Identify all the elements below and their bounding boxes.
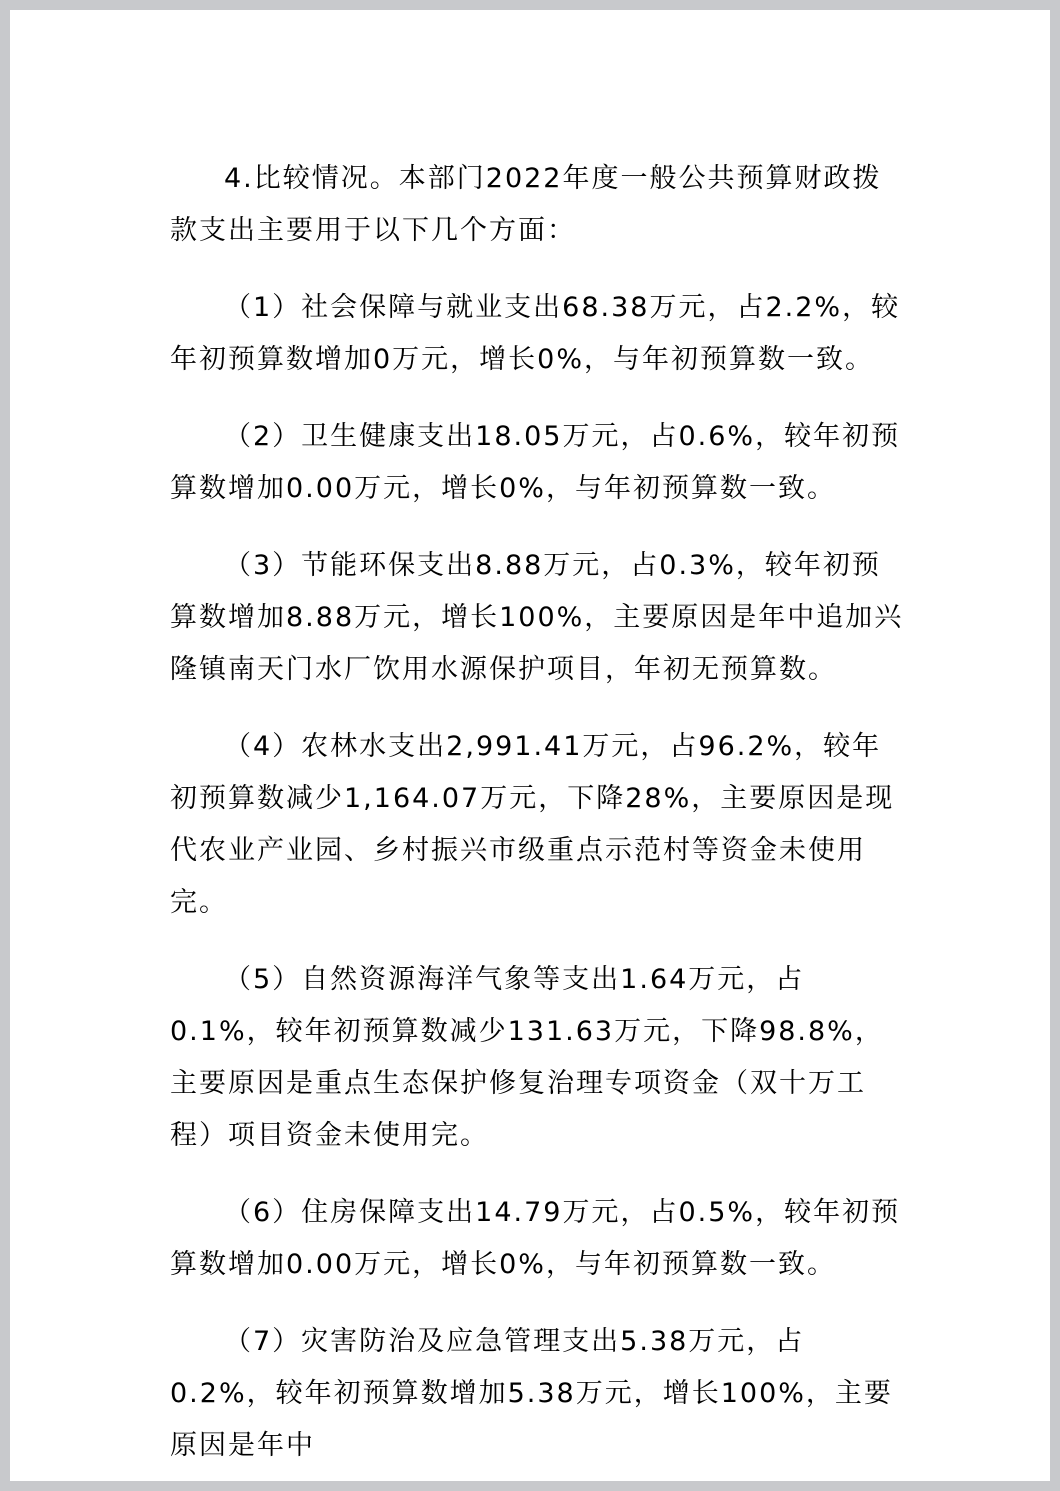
paragraph-agriculture: （4）农林水支出2,991.41万元，占96.2%，较年初预算数减少1,164.07万元，下降28%，主要原因是现代农业产业园、乡村振兴市级重点示范村等资金未使用完。 (170, 731, 895, 918)
document-page (10, 10, 1050, 1481)
paragraph-housing: （6）住房保障支出14.79万元，占0.5%，较年初预算数增加0.00万元，增长0%，与年初预算数一致。 (170, 1197, 901, 1280)
paragraph-social-security: （1）社会保障与就业支出68.38万元，占2.2%，较年初预算数增加0万元，增长0%，与年初预算数一致。 (170, 292, 901, 375)
paragraph-energy-environment: （3）节能环保支出8.88万元，占0.3%，较年初预算数增加8.88万元，增长100%，主要原因是年中追加兴隆镇南天门水厂饮用水源保护项目，年初无预算数。 (170, 550, 904, 685)
paragraph-natural-resources: （5）自然资源海洋气象等支出1.64万元，占0.1%，较年初预算数减少131.63万元，下降98.8%，主要原因是重点生态保护修复治理专项资金（双十万工程）项目资金未使用完。 (170, 964, 884, 1151)
paragraph-comparison-intro: 4.比较情况。本部门2022年度一般公共预算财政拨款支出主要用于以下几个方面： (170, 163, 882, 246)
paragraph-health: （2）卫生健康支出18.05万元，占0.6%，较年初预算数增加0.00万元，增长0%，与年初预算数一致。 (170, 421, 901, 504)
paragraph-disaster-prevention: （7）灾害防治及应急管理支出5.38万元，占0.2%，较年初预算数增加5.38万元，增长100%，主要原因是年中 (170, 1326, 893, 1461)
document-body (170, 153, 905, 1481)
